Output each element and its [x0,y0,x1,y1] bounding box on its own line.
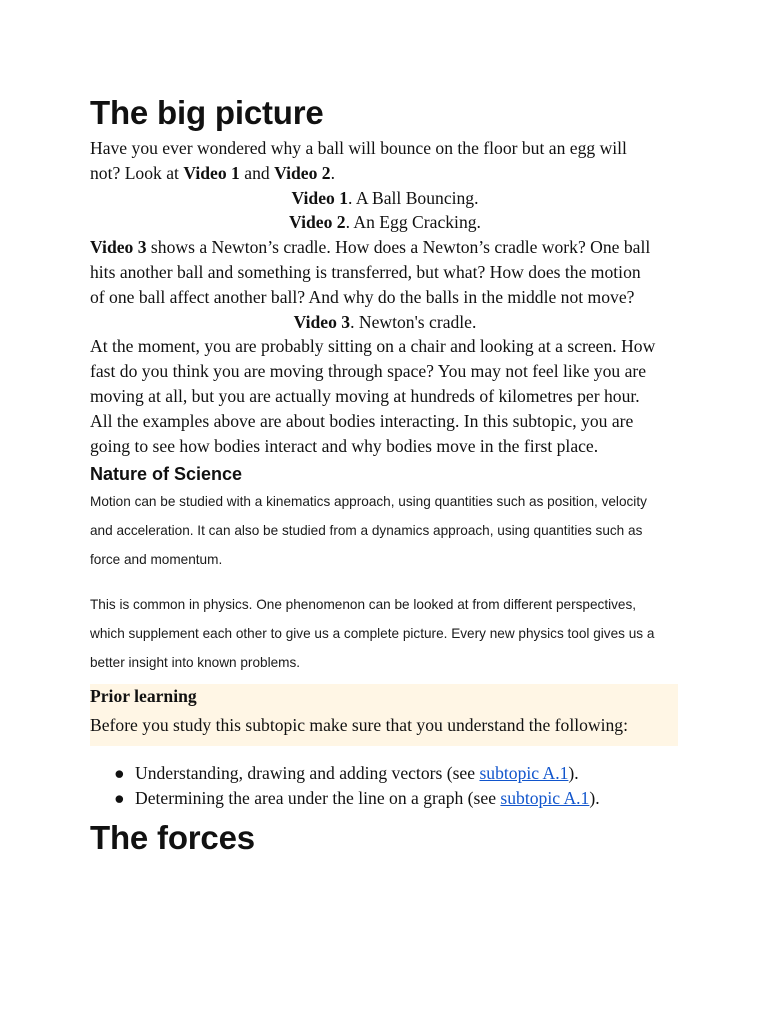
cradle-line-1 [90,235,680,260]
prior-learning-text: Before you study this subtopic make sure that you understand the following: [90,715,628,735]
intro-video2-ref: Video 2 [274,162,331,183]
bullet-icon: ● [114,763,125,783]
moment-line-4: All the examples above are about bodies interacting. In this subtopic, you are [90,410,634,431]
nos-p2-line-1: This is common in physics. One phenomenon can be looked at from different perspectives, [90,597,637,612]
video2-caption-label: Video 2 [289,212,346,233]
prior-learning-title: Prior learning [90,686,197,706]
video2-caption-text: . An Egg Cracking. [345,212,481,233]
prior-learning-content [90,684,678,738]
nature-of-science-p2 [90,590,690,677]
bullet-icon: ● [114,787,125,808]
video3-caption-label: Video 3 [293,311,351,332]
big-picture-heading: The big picture [90,94,324,131]
video3-caption-text: . Newton's cradle. [350,311,477,332]
nos-p1-line-2: and acceleration. It can also be studied from a dynamics approach, using quantities such as [90,523,643,538]
nos-p2-line-2: which supplement each other to give us a complete picture. Every new physics tool gives us a [90,626,655,641]
video1-caption-label: Video 1 [291,187,349,208]
forces-heading: The forces [90,819,255,856]
list-item [90,761,680,786]
video1-caption-text: . A Ball Bouncing. [348,187,479,208]
list-item-after: ). [568,763,579,783]
intro-text-b: and [239,162,275,183]
nos-p2-line-3: better insight into known problems. [90,655,301,670]
video1-caption [90,186,680,211]
intro-video1-ref: Video 1 [183,162,240,183]
moment-line-3: moving at all, but you are actually moving at hundreds of kilometres per hour. [90,385,640,406]
list-item-after: ). [589,787,600,808]
cradle-line-3: of one ball affect another ball? And why do the balls in the middle not move? [90,286,635,307]
subtopic-a1-link[interactable]: subtopic A.1 [500,787,590,808]
intro-text-a: not? Look at [90,162,184,183]
nos-p1-line-3: force and momentum. [90,552,223,567]
video2-caption [90,210,680,235]
moment-line-2: fast do you think you are moving through space? You may not feel like you are [90,361,647,382]
cradle-line-2: hits another ball and something is transferred, but what? How does the motion [90,261,641,282]
video3-caption [90,310,680,335]
cradle-video3-ref: Video 3 [90,237,147,258]
cradle-text-1: shows a Newton’s cradle. How does a Newton’s cradle work? One ball [146,237,651,258]
intro-paragraph [90,136,680,458]
moment-line-1: At the moment, you are probably sitting on a chair and looking at a screen. How [90,336,656,357]
intro-text-c: . [330,162,335,183]
nature-of-science-heading: Nature of Science [90,464,243,484]
list-item [90,786,680,811]
nos-p1-line-1: Motion can be studied with a kinematics approach, using quantities such as position, velocity [90,494,647,509]
intro-line-1: Have you ever wondered why a ball will bounce on the floor but an egg will [90,138,627,158]
intro-line-2 [90,161,680,186]
list-item-text: Understanding, drawing and adding vectors (see [135,763,480,783]
list-item-text: Determining the area under the line on a graph (see [135,787,501,808]
nature-of-science-p1 [90,487,690,574]
prior-learning-list [90,761,680,811]
moment-line-5: going to see how bodies interact and why bodies move in the first place. [90,435,599,456]
subtopic-a1-link[interactable]: subtopic A.1 [479,763,569,783]
